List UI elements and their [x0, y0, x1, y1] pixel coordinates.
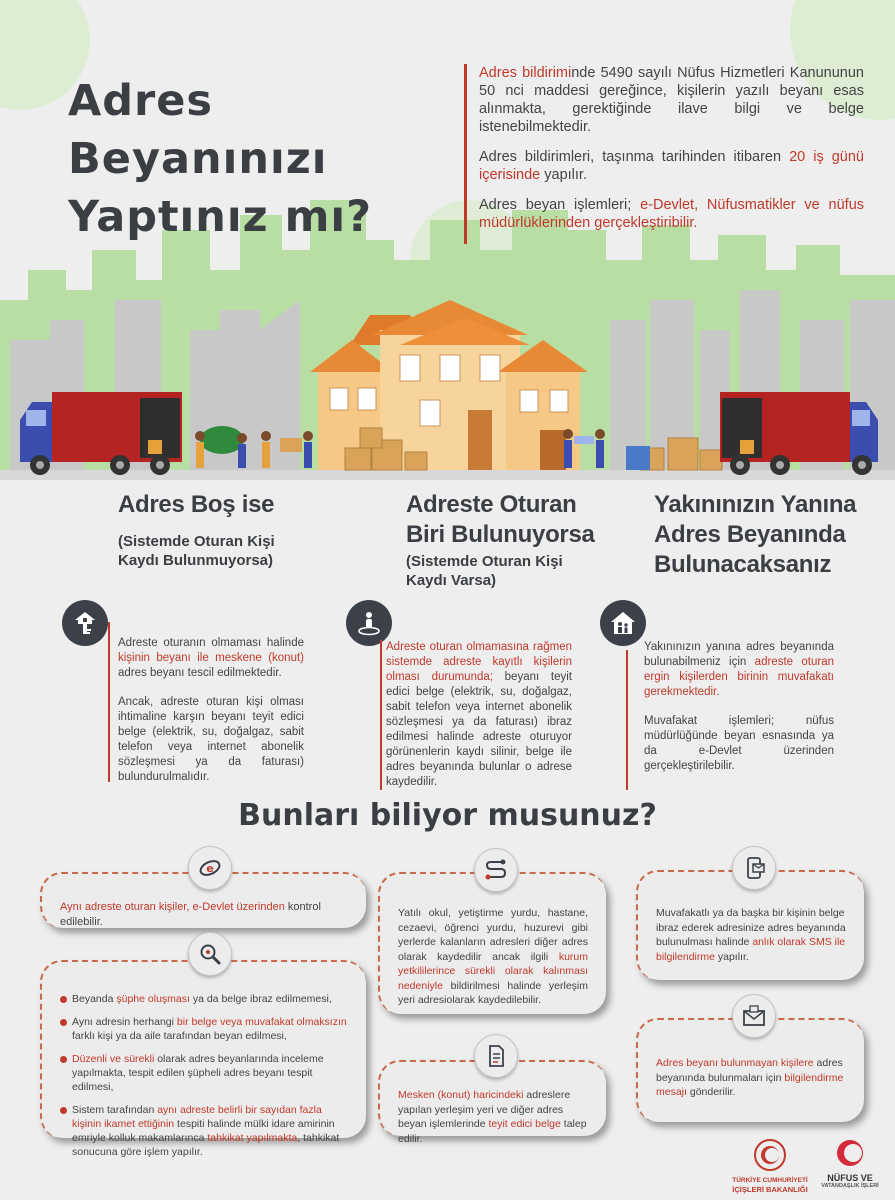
list-item: Düzenli ve sürekli olarak adres beyanlarında inceleme yapılmakta, tespit edilen şüpheli adres beyanı tespit edilmesi, [60, 1052, 348, 1094]
hero-illustration [0, 0, 895, 480]
card-suspicion [40, 960, 366, 1158]
document-icon [474, 1034, 518, 1078]
title-line-1: Adres Beyanınızı [68, 76, 328, 184]
list-item: Sistem tarafından aynı adreste belirli bir sayıdan fazla kişinin ikamet ettiğinin tespiti halinde mülki idare amirinin emriyle kolluk makamlarınca tahkikat yapılmakta, tahkikat sonucuna göre işlem yapılır. [60, 1103, 348, 1159]
card-sms: Muvafakatlı ya da başka bir kişinin belge ibraz ederek adresinize adres beyanında bulunulması halinde anlık olarak SMS ile bilgilendirme yapılır. [636, 870, 864, 980]
ministry-logo: TÜRKİYE CUMHURİYETİ İÇİŞLERİ BAKANLIĞI [730, 1138, 810, 1194]
section-title: Bunları biliyor musunuz? [238, 798, 657, 833]
intro-paragraph-2: Adres bildirimleri, taşınma tarihinden itibaren 20 iş günü içerisinde yapılır. [479, 149, 864, 183]
ministry-emblem-icon [750, 1138, 790, 1172]
card-dorm: Yatılı okul, yetiştirme yurdu, hastane, cezaevi, öğrenci yurdu, huzurevi gibi yerlerde kalanların adresleri diğer adres olarak kaydedilir ancak ilgili kurum yetkililerince sürekli olarak kalınması nedeniyle bildirilmesi halinde yerleşim yeri adresiolarak kaydedilebilir. [378, 872, 606, 1014]
column-2-text: Adreste oturan olmamasına rağmen sistemde adreste kayıtlı kişilerin olması durumunda; beyanı teyit edici belge (elektrik, su, doğalgaz, sabit telefon veya internet abonelik sözleşmesi ya da faturası) ibraz edilmesi halinde adreste oturuyor görünenlerin kaydı silinir, belge ile adres beyanında bulunlar o adrese kaydedilir. [386, 641, 572, 788]
intro-paragraph-3: Adres beyan işlemleri; e-Devlet, Nüfusmatikler ve nüfus müdürlüklerinden gerçekleştiribilir. [479, 197, 865, 231]
card-mesken: Mesken (konut) haricindeki adreslere yapılan yerleşim yeri ve diğer adres beyan işlemlerinde teyit edici belge talep edilir. [378, 1060, 606, 1136]
list-item: Beyanda şüphe oluşması ya da belge ibraz edilmemesi, [60, 992, 348, 1006]
page-title [68, 72, 448, 246]
card-edevlet: Aynı adreste oturan kişiler, e-Devlet üzerinden kontrol edilebilir. [40, 872, 366, 928]
column-1-heading: Adres Boş ise (Sistemde Oturan Kişi Kaydı Bulunmuyorsa) [118, 491, 275, 569]
column-3-divider [626, 650, 628, 790]
column-3-text: Yakınınızın yanına adres beyanında bulunabilmeniz için adreste oturan ergin kişilerden birinin muvafakatı gerekmektedir. Muvafakat işlemleri; nüfus müdürlüğünde beyan esnasında ya da e-Devlet üzerinden gerçekleştirilebilir. [644, 641, 834, 772]
intro-text [464, 64, 864, 244]
route-icon [474, 848, 518, 892]
title-line-2: Yaptınız mı? [68, 192, 373, 242]
column-1-divider [108, 622, 110, 782]
svg-text:e: e [206, 862, 214, 875]
card-letter: Adres beyanı bulunmayan kişilere adres beyanında bulunmaları için bilgilendirme mesajı gönderilir. [636, 1018, 864, 1122]
family-house-icon [600, 600, 646, 646]
nufus-emblem-icon [832, 1138, 868, 1168]
intro-paragraph-1: Adres bildiriminde 5490 sayılı Nüfus Hizmetleri Kanununun 50 nci maddesi gereğince, kişilerin yazılı beyanı esas alınmakta, gerektiğinde ilave bilgi ve belge istenebilmektedir. [479, 65, 864, 135]
column-2-heading: Adreste Oturan Biri Bulunuyorsa (Sistemde Oturan Kişi Kaydı Varsa) [406, 491, 595, 589]
list-item: Aynı adresin herhangi bir belge veya muvafakat olmaksızın farklı kişi ya da aile tarafından beyan edilmesi, [60, 1015, 348, 1043]
e-devlet-icon [188, 846, 232, 890]
magnifier-icon [188, 932, 232, 976]
column-3-heading: Yakınınızın Yanına Adres Beyanında Bulunacaksanız [654, 491, 857, 578]
nufus-logo: NÜFUS VE VATANDAŞLIK İŞLERİ [812, 1138, 888, 1190]
column-2-divider [380, 640, 382, 790]
phone-message-icon [732, 846, 776, 890]
house-key-icon [62, 600, 108, 646]
envelope-icon [732, 994, 776, 1038]
column-1-text: Adreste oturanın olmaması halinde kişinin beyanı ile meskene (konut) adres beyanı tescil edilmektedir. Ancak, adreste oturan kişi olması ihtimaline karşın beyanı teyit edici belge (elektrik, su, doğalgaz, sabit telefon veya internet abonelik sözleşmesi ya da faturası) bulundurulmalıdır. [118, 637, 304, 783]
